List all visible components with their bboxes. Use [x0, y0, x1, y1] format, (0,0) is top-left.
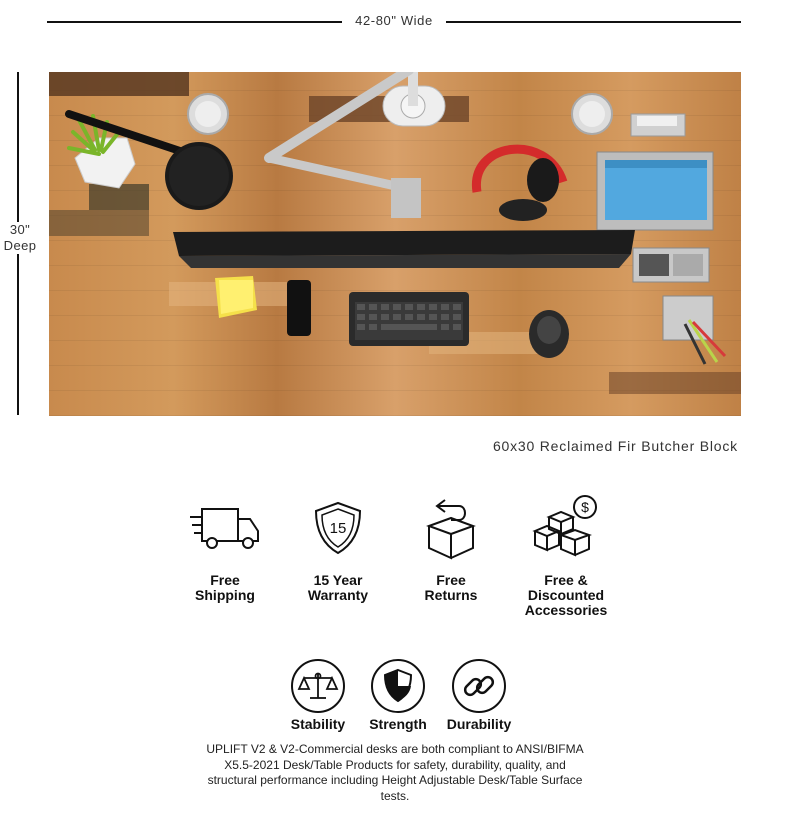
compliance-label: Stability — [290, 716, 346, 732]
warranty-shield-icon — [312, 500, 364, 556]
return-box-icon — [425, 496, 477, 560]
mouse — [529, 310, 569, 358]
feature-line: Accessories — [524, 602, 608, 618]
shield-icon — [370, 658, 426, 714]
small-tray — [633, 248, 709, 282]
depth-dimension-label — [0, 222, 40, 254]
product-caption: 60x30 Reclaimed Fir Butcher Block — [492, 438, 738, 454]
compliance-description: UPLIFT V2 & V2-Commercial desks are both compliant to ANSI/BIFMA X5.5-2021 Desk/Table Products for safety, durability, quality, and structural performance including Height Adjustable Desk/Table Surface tests. — [206, 742, 584, 803]
compliance-label: Durability — [446, 716, 512, 732]
grommet-left — [188, 94, 228, 134]
feature-line: Returns — [424, 587, 478, 603]
feature-line: Warranty — [307, 587, 369, 603]
keyboard — [349, 292, 469, 346]
compliance-strength — [358, 658, 438, 732]
feature-free-shipping — [170, 495, 280, 603]
depth-word: Deep — [3, 238, 37, 253]
accessories-boxes-icon — [531, 495, 601, 561]
balance-scale-icon — [290, 658, 346, 714]
depth-value: 30" — [9, 222, 31, 237]
feature-line: 15 Year — [313, 572, 363, 588]
sticky-notes — [215, 276, 257, 318]
compliance-stability — [278, 658, 358, 732]
monitor-arm — [269, 72, 445, 218]
card-holder — [631, 114, 685, 136]
phone — [287, 280, 311, 336]
grommet-right — [572, 94, 612, 134]
feature-line: Free — [436, 572, 466, 588]
truck-icon — [188, 503, 262, 553]
width-dimension-label: 42-80" Wide — [355, 13, 433, 28]
compliance-durability — [439, 658, 519, 732]
desk-top-photo — [49, 72, 741, 416]
feature-line: Free & — [544, 572, 588, 588]
chain-link-icon — [451, 658, 507, 714]
feature-warranty — [283, 495, 393, 603]
width-dimension-line-right — [446, 21, 741, 23]
feature-line: Discounted — [527, 587, 605, 603]
feature-line: Shipping — [195, 587, 255, 603]
headphones — [476, 149, 563, 221]
feature-accessories — [511, 495, 621, 618]
warranty-badge: 15 — [329, 520, 347, 537]
desk-tray — [597, 152, 713, 230]
feature-line: Free — [210, 572, 240, 588]
dollar-badge: $ — [581, 499, 589, 515]
width-dimension — [47, 12, 741, 32]
feature-free-returns — [396, 495, 506, 603]
compliance-label: Strength — [369, 716, 427, 732]
monitor — [173, 230, 635, 268]
pen-cup — [663, 296, 725, 364]
